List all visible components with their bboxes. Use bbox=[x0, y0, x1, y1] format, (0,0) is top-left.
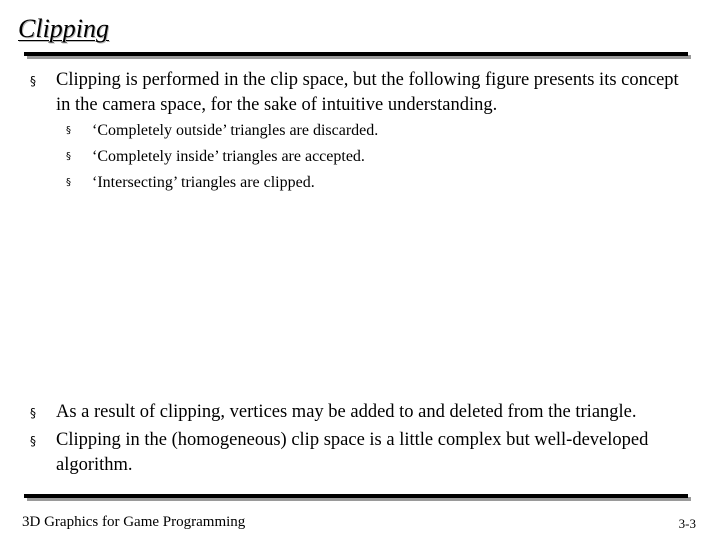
sub-bullet-marker: § bbox=[66, 125, 71, 136]
sub-bullet-marker: § bbox=[66, 177, 71, 188]
sub-bullet-text: ‘Intersecting’ triangles are clipped. bbox=[92, 174, 315, 191]
bullet-text: Clipping in the (homogeneous) clip space is a little complex but well-developed algorithm. bbox=[56, 430, 649, 475]
bullet-marker: § bbox=[30, 406, 36, 420]
page-number: 3-3 bbox=[678, 516, 696, 531]
footer-course-title: 3D Graphics for Game Programming bbox=[22, 514, 246, 530]
bullet-2 bbox=[30, 400, 716, 426]
sub-bullet-text: ‘Completely outside’ triangles are discarded. bbox=[92, 122, 379, 139]
bullet-marker: § bbox=[30, 74, 36, 88]
sub-bullet-text: ‘Completely inside’ triangles are accepted. bbox=[92, 148, 365, 165]
title-rule bbox=[24, 52, 688, 56]
bullet-marker: § bbox=[30, 434, 36, 448]
sub-bullet-1 bbox=[66, 118, 378, 144]
sub-bullet-marker: § bbox=[66, 151, 71, 162]
footer-rule bbox=[24, 494, 688, 498]
slide-title: Clipping bbox=[18, 14, 110, 43]
bullet-text: As a result of clipping, vertices may be added to and deleted from the triangle. bbox=[56, 402, 637, 422]
bullet-text: Clipping is performed in the clip space, but the following figure presents its concept in the camera space, for the sake of intuitive understanding. bbox=[56, 70, 679, 115]
sub-bullet-3 bbox=[66, 170, 315, 196]
sub-bullet-2 bbox=[66, 144, 365, 170]
bullet-1 bbox=[30, 68, 696, 118]
bullet-3 bbox=[30, 428, 676, 478]
